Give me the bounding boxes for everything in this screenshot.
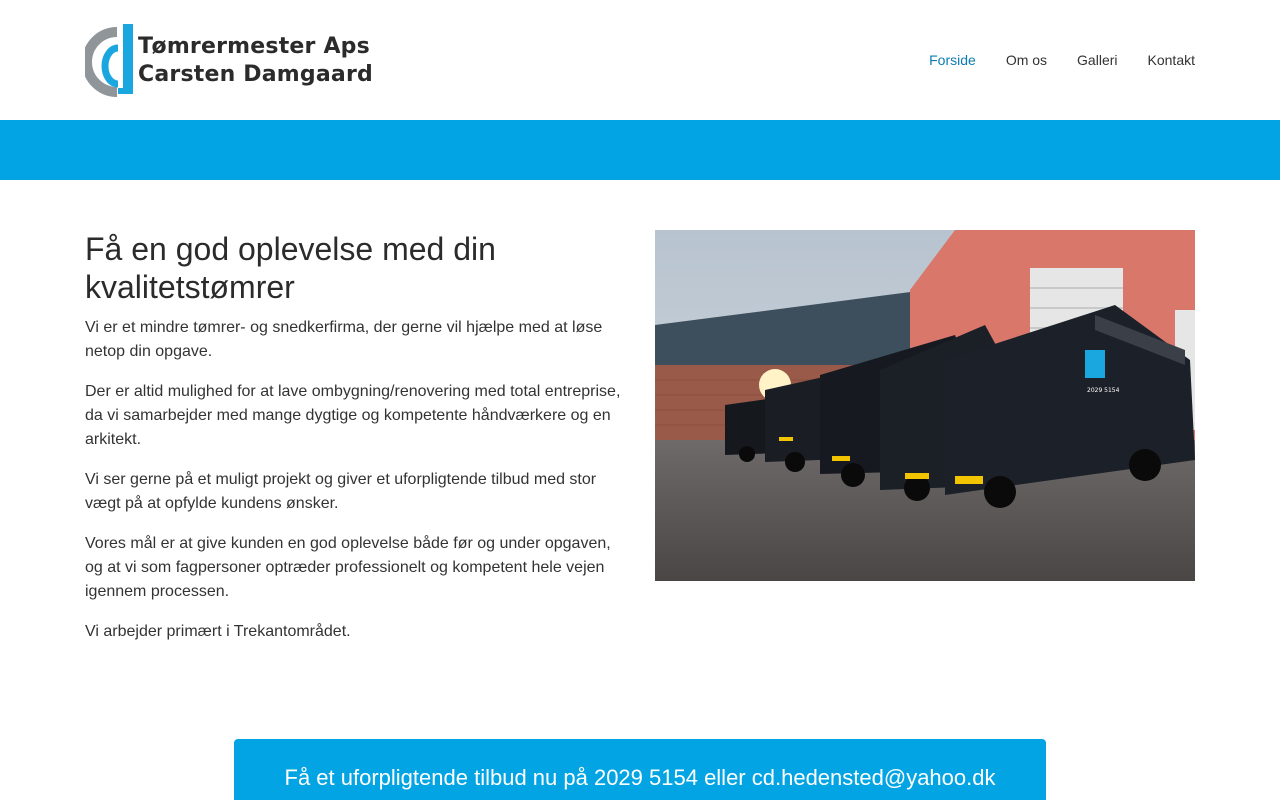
logo-text-line2: Carsten Damgaard (138, 62, 373, 87)
intro-paragraph: Der er altid mulighed for at lave ombygning/renovering med total entreprise, da vi samarbejder med mange dygtige og kompetente håndværkere og en arkitekt. (85, 383, 621, 448)
site-header (0, 0, 1280, 120)
cta-text[interactable]: Få et uforpligtende tilbud nu på 2029 5154 eller cd.hedensted@yahoo.dk (284, 765, 996, 790)
page-title: Få en god oplevelse med din kvalitetstømrer (85, 231, 496, 305)
nav-item-om-os[interactable]: Om os (1005, 52, 1048, 68)
site-logo[interactable] (85, 22, 373, 98)
nav-item-forside[interactable]: Forside (929, 52, 976, 68)
main-nav (929, 51, 1195, 69)
logo-text-line1: Tømrermester Aps (138, 34, 370, 59)
hero-banner (0, 120, 1280, 180)
nav-item-kontakt[interactable]: Kontakt (1147, 52, 1195, 68)
logo-cd-mark (85, 22, 137, 97)
intro-paragraph: Vi arbejder primært i Trekantområdet. (85, 623, 351, 640)
intro-paragraph: Vores mål er at give kunden en god oplevelse både før og under opgaven, og at vi som fagpersoner optræder professionelt og kompetent hele vejen igennem processen. (85, 535, 611, 600)
intro-paragraph: Vi ser gerne på et muligt projekt og giver et uforpligtende tilbud med stor vægt på at opfylde kundens ønsker. (85, 471, 597, 512)
van-phone-text: 2029 5154 (1087, 387, 1120, 394)
nav-item-galleri[interactable]: Galleri (1077, 52, 1118, 68)
company-vans-photo (655, 230, 1195, 581)
intro-paragraph: Vi er et mindre tømrer- og snedkerfirma, der gerne vil hjælpe med at løse netop din opgave. (85, 319, 603, 360)
intro-section (85, 230, 630, 660)
cta-box (234, 739, 1046, 800)
vans-illustration (655, 230, 1195, 581)
